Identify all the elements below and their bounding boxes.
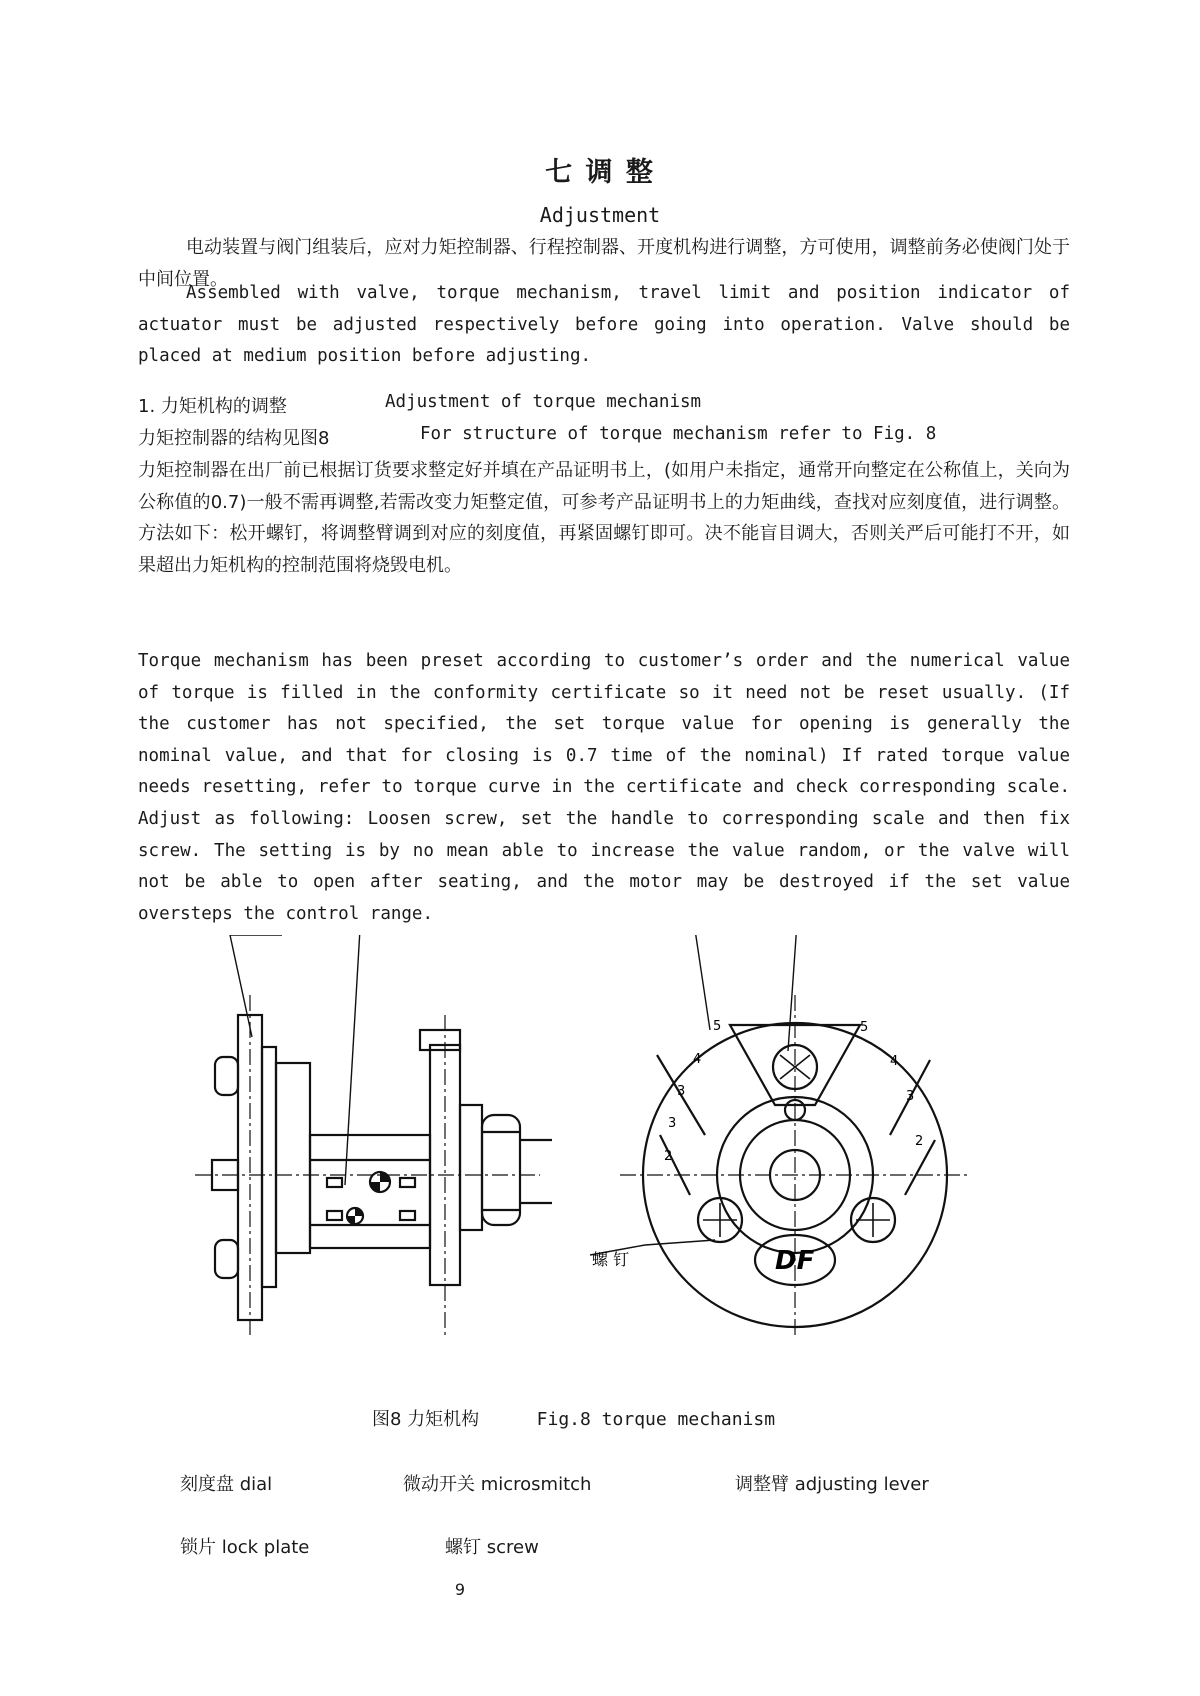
body-paragraph-cn: 力矩控制器在出厂前已根据订货要求整定好并填在产品证明书上，(如用户未指定，通常开向整定在公称值上，关向为公称值的0.7)一般不需再调整,若需改变力矩整定值，可参考产品证明书上的力矩曲线，查找对应刻度值，进行调整。方法如下：松开螺钉，将调整臂调到对应的刻度值，再紧固螺钉即可。决不能盲目调大，否则关严后可能打不开，如果超出力矩机构的控制范围将烧毁电机。: [138, 460, 1070, 576]
figure-caption-cn: 图8 力矩机构: [372, 1409, 480, 1430]
torque-mechanism-figure: [190, 935, 1040, 1390]
page-title: 七 调 整: [545, 157, 655, 188]
legend-microswitch: 微动开关 microsmitch: [403, 1474, 592, 1495]
intro-paragraph-en: Assembled with valve, torque mechanism, travel limit and position indicator of actuator must be adjusted respectively before going into operation. Valve should be placed at medium position before adjusting.: [138, 283, 1070, 367]
scale-left-4: 3: [668, 1116, 677, 1131]
legend-dial: 刻度盘 dial: [180, 1474, 273, 1495]
legend-screw: 螺钉 screw: [445, 1537, 539, 1558]
scale-left-1: 5: [713, 1019, 722, 1034]
scale-left-3: 3: [677, 1084, 686, 1099]
intro-paragraph-cn: 电动装置与阀门组装后，应对力矩控制器、行程控制器、开度机构进行调整，方可使用，调整前务必使阀门处于中间位置。: [138, 237, 1070, 290]
body-paragraph-en: Torque mechanism has been preset according to customer’s order and the numerical value of torque is filled in the conformity certificate so it need not be reset usually. (If the customer has not specified, the set torque value for opening is generally the nominal value, and that for closing is 0.7 time of the nominal) If rated torque value needs resetting, refer to torque curve in the certificate and check corresponding scale. Adjust as following: Loosen screw, set the handle to corresponding scale and then fix screw. The setting is by no mean able to increase the value random, or the valve will not be able to open after seating, and the motor may be destroyed if the set value oversteps the control range.: [138, 651, 1070, 924]
scale-right-4: 2: [915, 1134, 924, 1149]
fig-label-screw: 螺 钉: [592, 1250, 630, 1269]
scale-right-1: 5: [860, 1020, 869, 1035]
scale-left-5: 2: [664, 1149, 673, 1164]
figure-caption: [372, 1405, 775, 1431]
scale-left-2: 4: [693, 1052, 702, 1067]
page-number: 9: [454, 1580, 466, 1599]
legend-lock: 锁片 lock plate: [180, 1537, 310, 1558]
section-heading-en: Adjustment of torque mechanism: [385, 392, 702, 412]
df-logo: DF: [775, 1246, 815, 1276]
section-heading-cn: 1. 力矩机构的调整: [138, 396, 287, 417]
figure-caption-en: Fig.8 torque mechanism: [536, 1409, 776, 1430]
scale-right-2: 4: [890, 1054, 899, 1069]
page-subtitle: Adjustment: [539, 203, 661, 227]
scale-right-3: 3: [906, 1089, 915, 1104]
figure-ref-cn: 力矩控制器的结构见图8: [138, 428, 330, 449]
legend-lever: 调整臂 adjusting lever: [735, 1474, 929, 1495]
figure-ref-en: For structure of torque mechanism refer to Fig. 8: [420, 424, 937, 444]
